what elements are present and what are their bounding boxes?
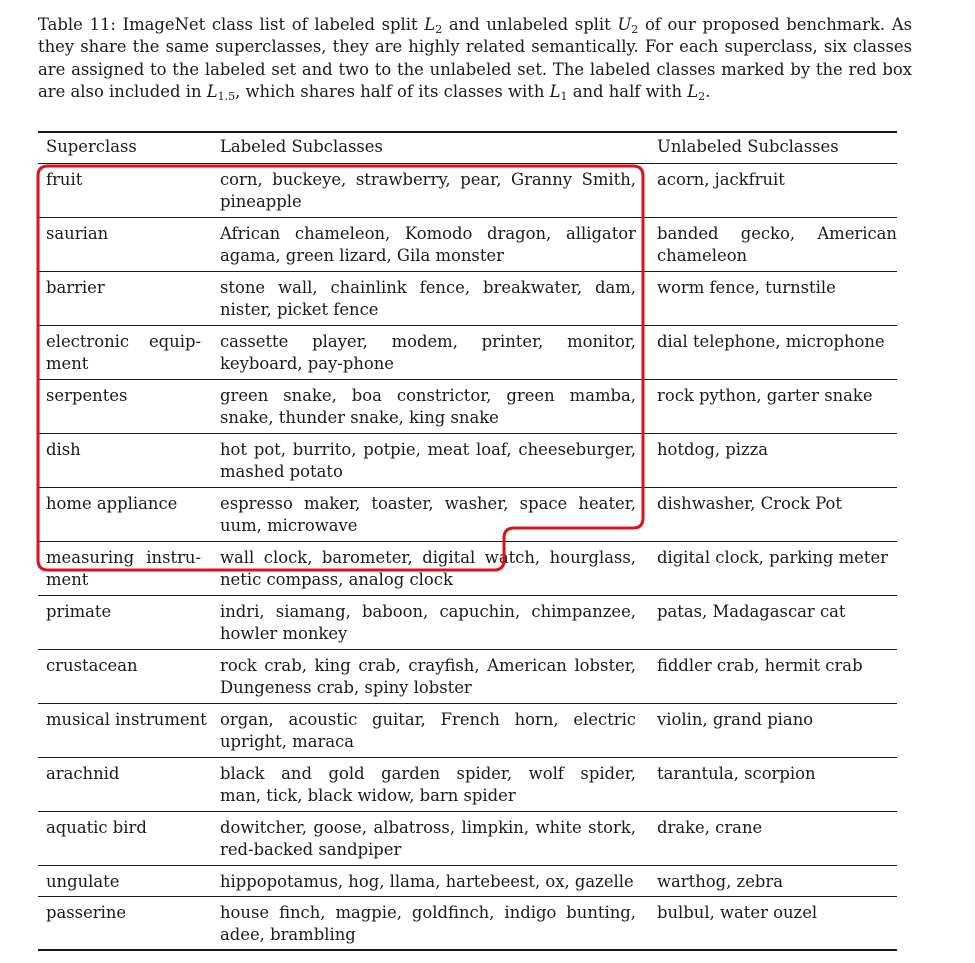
row-rule — [38, 649, 897, 650]
math-sub: 1.5 — [217, 89, 236, 103]
row-rule — [38, 433, 897, 434]
cell-labeled: hot pot, burrito, potpie, meat loaf, cheeseburger, — [220, 440, 636, 459]
table-caption — [38, 14, 912, 103]
row-rule — [38, 379, 897, 380]
cell-labeled: pineapple — [220, 192, 302, 211]
cell-unlabeled: patas, Madagascar cat — [657, 602, 846, 621]
cell-superclass: electronic equip- — [46, 332, 201, 351]
cell-labeled: mashed potato — [220, 462, 343, 481]
caption-text: and unlabeled split — [442, 15, 618, 34]
cell-superclass: saurian — [46, 224, 109, 243]
caption-text: in — [185, 81, 207, 101]
cell-labeled: house finch, magpie, goldfinch, indigo bunting, — [220, 903, 636, 922]
cell-unlabeled: dishwasher, Crock Pot — [657, 494, 843, 513]
cell-superclass: dish — [46, 440, 81, 459]
cell-superclass: passerine — [46, 903, 127, 922]
math-sub: 1 — [560, 89, 568, 103]
math-U: U — [617, 15, 632, 34]
caption-text: of our proposed benchmark. As they — [38, 15, 913, 57]
cell-labeled: uum, microwave — [220, 516, 358, 535]
cell-labeled: agama, green lizard, Gila monster — [220, 246, 504, 265]
cell-unlabeled: acorn, jackfruit — [657, 170, 785, 189]
math-L: L — [549, 81, 561, 101]
caption-text: to the labeled set and two to the unlabeled set. The labeled classes marked by the red box are also included — [38, 59, 912, 101]
cell-labeled: snake, thunder snake, king snake — [220, 408, 499, 427]
cell-labeled: keyboard, pay-phone — [220, 354, 395, 373]
row-rule — [38, 487, 897, 488]
cell-superclass: ment — [46, 354, 89, 373]
header-unlabeled: Unlabeled Subclasses — [657, 137, 839, 156]
math-L: L — [687, 81, 699, 101]
cell-labeled: cassette player, modem, printer, monitor, — [220, 332, 636, 351]
cell-labeled: indri, siamang, baboon, capuchin, chimpanzee, — [220, 602, 636, 621]
cell-unlabeled: rock python, garter snake — [657, 386, 873, 405]
cell-unlabeled: digital clock, parking meter — [657, 548, 888, 567]
cell-labeled: adee, brambling — [220, 925, 356, 944]
cell-superclass: measuring instru- — [46, 548, 201, 567]
caption-text: share the same superclasses, they are highly related semantically. For each superclass, six classes are assigned — [38, 37, 912, 79]
math-sub: 2 — [631, 23, 639, 36]
cell-labeled: green snake, boa constrictor, green mamba, — [220, 386, 636, 405]
caption-text: . — [705, 81, 711, 101]
math-L: L — [424, 15, 436, 34]
row-rule — [38, 271, 897, 272]
cell-unlabeled: hotdog, pizza — [657, 440, 769, 459]
cell-labeled: nister, picket fence — [220, 300, 379, 319]
cell-unlabeled: drake, crane — [657, 818, 763, 837]
row-rule — [38, 865, 897, 866]
cell-labeled: corn, buckeye, strawberry, pear, Granny Smith, — [220, 170, 636, 189]
cell-superclass: home appliance — [46, 494, 178, 513]
cell-unlabeled: bulbul, water ouzel — [657, 903, 818, 922]
math-sub: 2 — [698, 89, 706, 103]
row-rule — [38, 217, 897, 218]
cell-unlabeled: banded gecko, American — [657, 224, 897, 243]
row-rule — [38, 703, 897, 704]
cell-labeled: rock crab, king crab, crayfish, American lobster, — [220, 656, 636, 675]
cell-labeled: red-backed sandpiper — [220, 840, 402, 859]
cell-labeled: organ, acoustic guitar, French horn, electric — [220, 710, 636, 729]
cell-superclass: ungulate — [46, 872, 120, 891]
caption-text: and half with — [567, 81, 688, 101]
cell-superclass: serpentes — [46, 386, 128, 405]
row-rule — [38, 896, 897, 897]
row-rule — [38, 757, 897, 758]
cell-unlabeled: worm fence, turnstile — [657, 278, 836, 297]
row-rule — [38, 595, 897, 596]
cell-superclass: aquatic bird — [46, 818, 147, 837]
cell-superclass: primate — [46, 602, 112, 621]
cell-labeled: black and gold garden spider, wolf spider, — [220, 764, 636, 783]
cell-labeled: netic compass, analog clock — [220, 570, 453, 589]
cell-unlabeled: chameleon — [657, 246, 748, 265]
cell-superclass: crustacean — [46, 656, 138, 675]
cell-unlabeled: dial telephone, microphone — [657, 332, 885, 351]
cell-labeled: upright, maraca — [220, 732, 355, 751]
cell-labeled: African chameleon, Komodo dragon, alligator — [220, 224, 636, 243]
math-L: L — [206, 81, 218, 101]
cell-labeled: wall clock, barometer, digital watch, hourglass, — [220, 548, 636, 567]
cell-unlabeled: tarantula, scorpion — [657, 764, 816, 783]
header-rule — [38, 163, 897, 164]
caption-text: Table 11: ImageNet class list of labeled split — [38, 15, 425, 34]
row-rule — [38, 541, 897, 542]
cell-superclass: barrier — [46, 278, 105, 297]
header-labeled: Labeled Subclasses — [220, 137, 383, 156]
cell-unlabeled: warthog, zebra — [657, 872, 783, 891]
cell-labeled: Dungeness crab, spiny lobster — [220, 678, 472, 697]
cell-superclass: ment — [46, 570, 89, 589]
cell-unlabeled: violin, grand piano — [657, 710, 814, 729]
top-rule — [38, 131, 897, 133]
math-sub: 2 — [435, 23, 443, 36]
cell-labeled: man, tick, black widow, barn spider — [220, 786, 516, 805]
cell-labeled: stone wall, chainlink fence, breakwater, dam, — [220, 278, 636, 297]
cell-superclass: musical instrument — [46, 710, 207, 729]
caption-text: , which shares half of its classes with — [235, 81, 550, 101]
bottom-rule — [38, 949, 897, 951]
cell-labeled: dowitcher, goose, albatross, limpkin, white stork, — [220, 818, 636, 837]
cell-superclass: fruit — [46, 170, 83, 189]
cell-labeled: espresso maker, toaster, washer, space heater, — [220, 494, 636, 513]
cell-labeled: howler monkey — [220, 624, 348, 643]
row-rule — [38, 325, 897, 326]
cell-labeled: hippopotamus, hog, llama, hartebeest, ox, gazelle — [220, 872, 634, 891]
header-superclass: Superclass — [46, 137, 137, 156]
cell-unlabeled: fiddler crab, hermit crab — [657, 656, 863, 675]
cell-superclass: arachnid — [46, 764, 120, 783]
row-rule — [38, 811, 897, 812]
